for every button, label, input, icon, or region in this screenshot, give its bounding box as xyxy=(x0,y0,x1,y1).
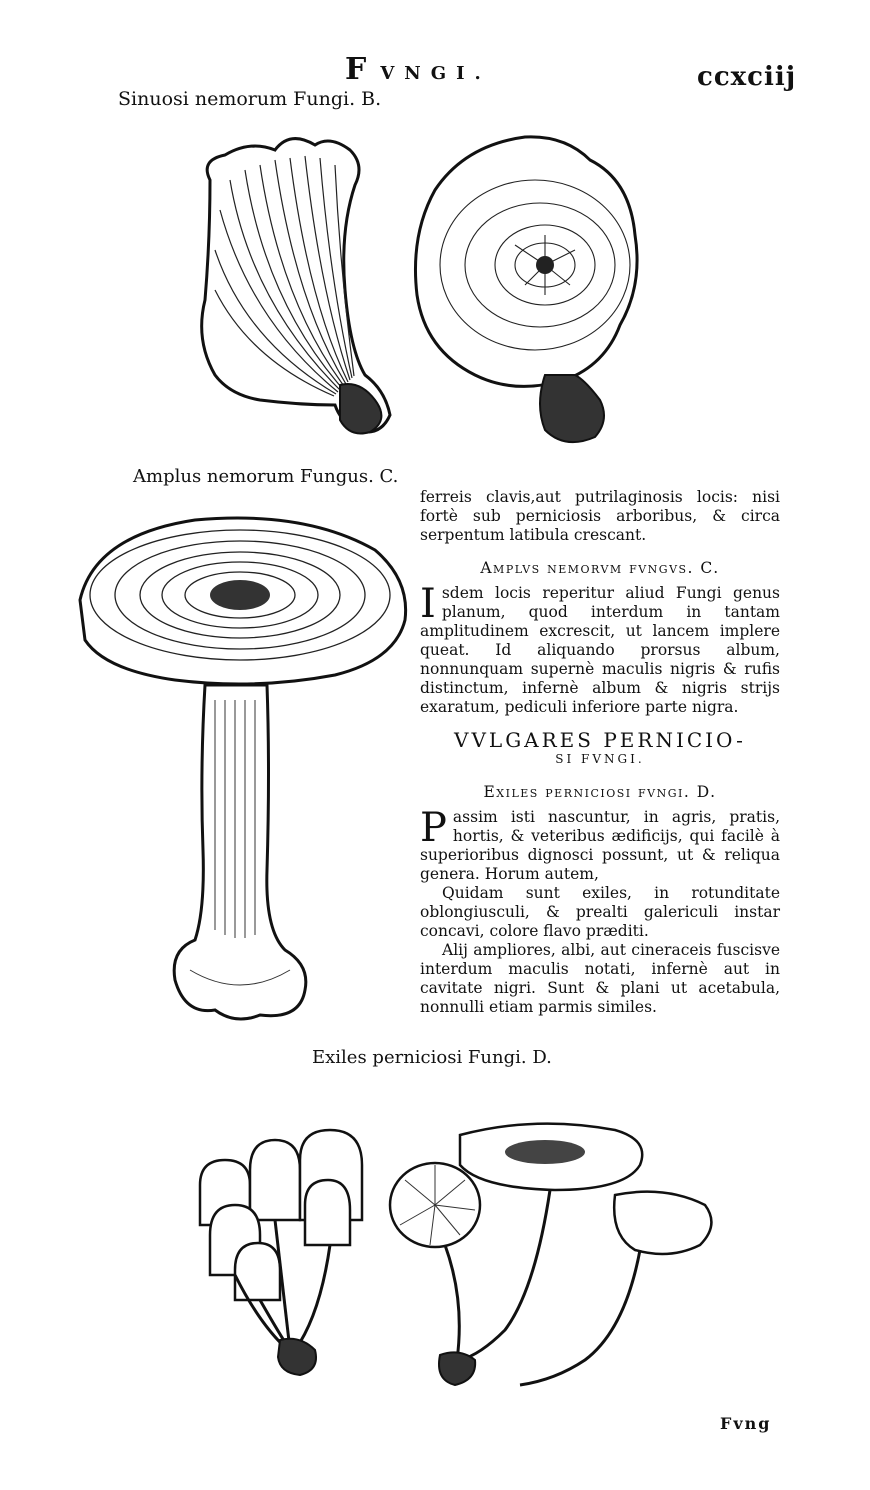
running-title-initial: F xyxy=(345,52,381,87)
caption-b: Sinuosi nemorum Fungi. B. xyxy=(118,88,382,110)
paragraph-alij: Alij ampliores, albi, aut cineraceis fuscisve interdum maculis notati, infernè aut in cavitate nigri. Sunt & plani ut acetabula, nonnulli etiam parmis similes. xyxy=(420,941,780,1016)
heading-exiles: Exiles perniciosi fvngi. D. xyxy=(483,783,717,801)
figure-exiles-cluster xyxy=(190,1125,370,1390)
drop-cap-i: I xyxy=(420,581,436,627)
caption-d: Exiles perniciosi Fungi. D. xyxy=(312,1047,552,1068)
paragraph-serpent: ferreis clavis,aut putrilaginosis locis: nisi fortè sub perniciosis arboribus, & circa serpentum latibula crescant. xyxy=(420,488,780,544)
heading-vulgares: VVLGARES PERNICIO- xyxy=(454,728,746,752)
caption-c: Amplus nemorum Fungus. C. xyxy=(133,466,399,487)
heading-vulgares-sub: SI FVNGI. xyxy=(555,752,645,766)
drop-cap-p: P xyxy=(420,805,447,851)
paragraph-passim-body: assim isti nascuntur, in agris, pratis, hortis, & veteribus ædificijs, qui facilè à superioribus dignosci possunt, ut & reliqua genera. Horum autem, xyxy=(420,808,780,883)
paragraph-passim xyxy=(420,805,780,884)
running-title-rest: VNGI. xyxy=(380,63,491,84)
running-title xyxy=(345,52,491,87)
paragraph-quidam: Quidam sunt exiles, in rotunditate oblongiusculi, & prealti galericuli instar concavi, colore flavo præditi. xyxy=(420,884,780,940)
folio-number: ccxciij xyxy=(697,62,797,92)
paragraph-amplus xyxy=(420,581,780,717)
main-text-column xyxy=(420,488,780,1017)
heading-amplus: Amplvs nemorvm fvngvs. C. xyxy=(480,559,720,577)
figure-sinuous-fungus-left xyxy=(190,120,405,445)
paragraph-amplus-body: sdem locis reperitur aliud Fungi genus planum, quod interdum in tantam amplitudinem excrescit, ut lancem implere queat. Id aliquando prorsus album, nonnunquam supernè maculis nigris & rufis distinctum, infernè album & nigris strijs exaratum, pediculi inferiore parte nigra. xyxy=(420,584,780,716)
figure-exiles-plani xyxy=(385,1110,730,1400)
figure-sinuous-fungus-right xyxy=(405,125,645,460)
catchword: Fvng xyxy=(720,1414,772,1433)
figure-ample-fungus xyxy=(75,510,410,1030)
